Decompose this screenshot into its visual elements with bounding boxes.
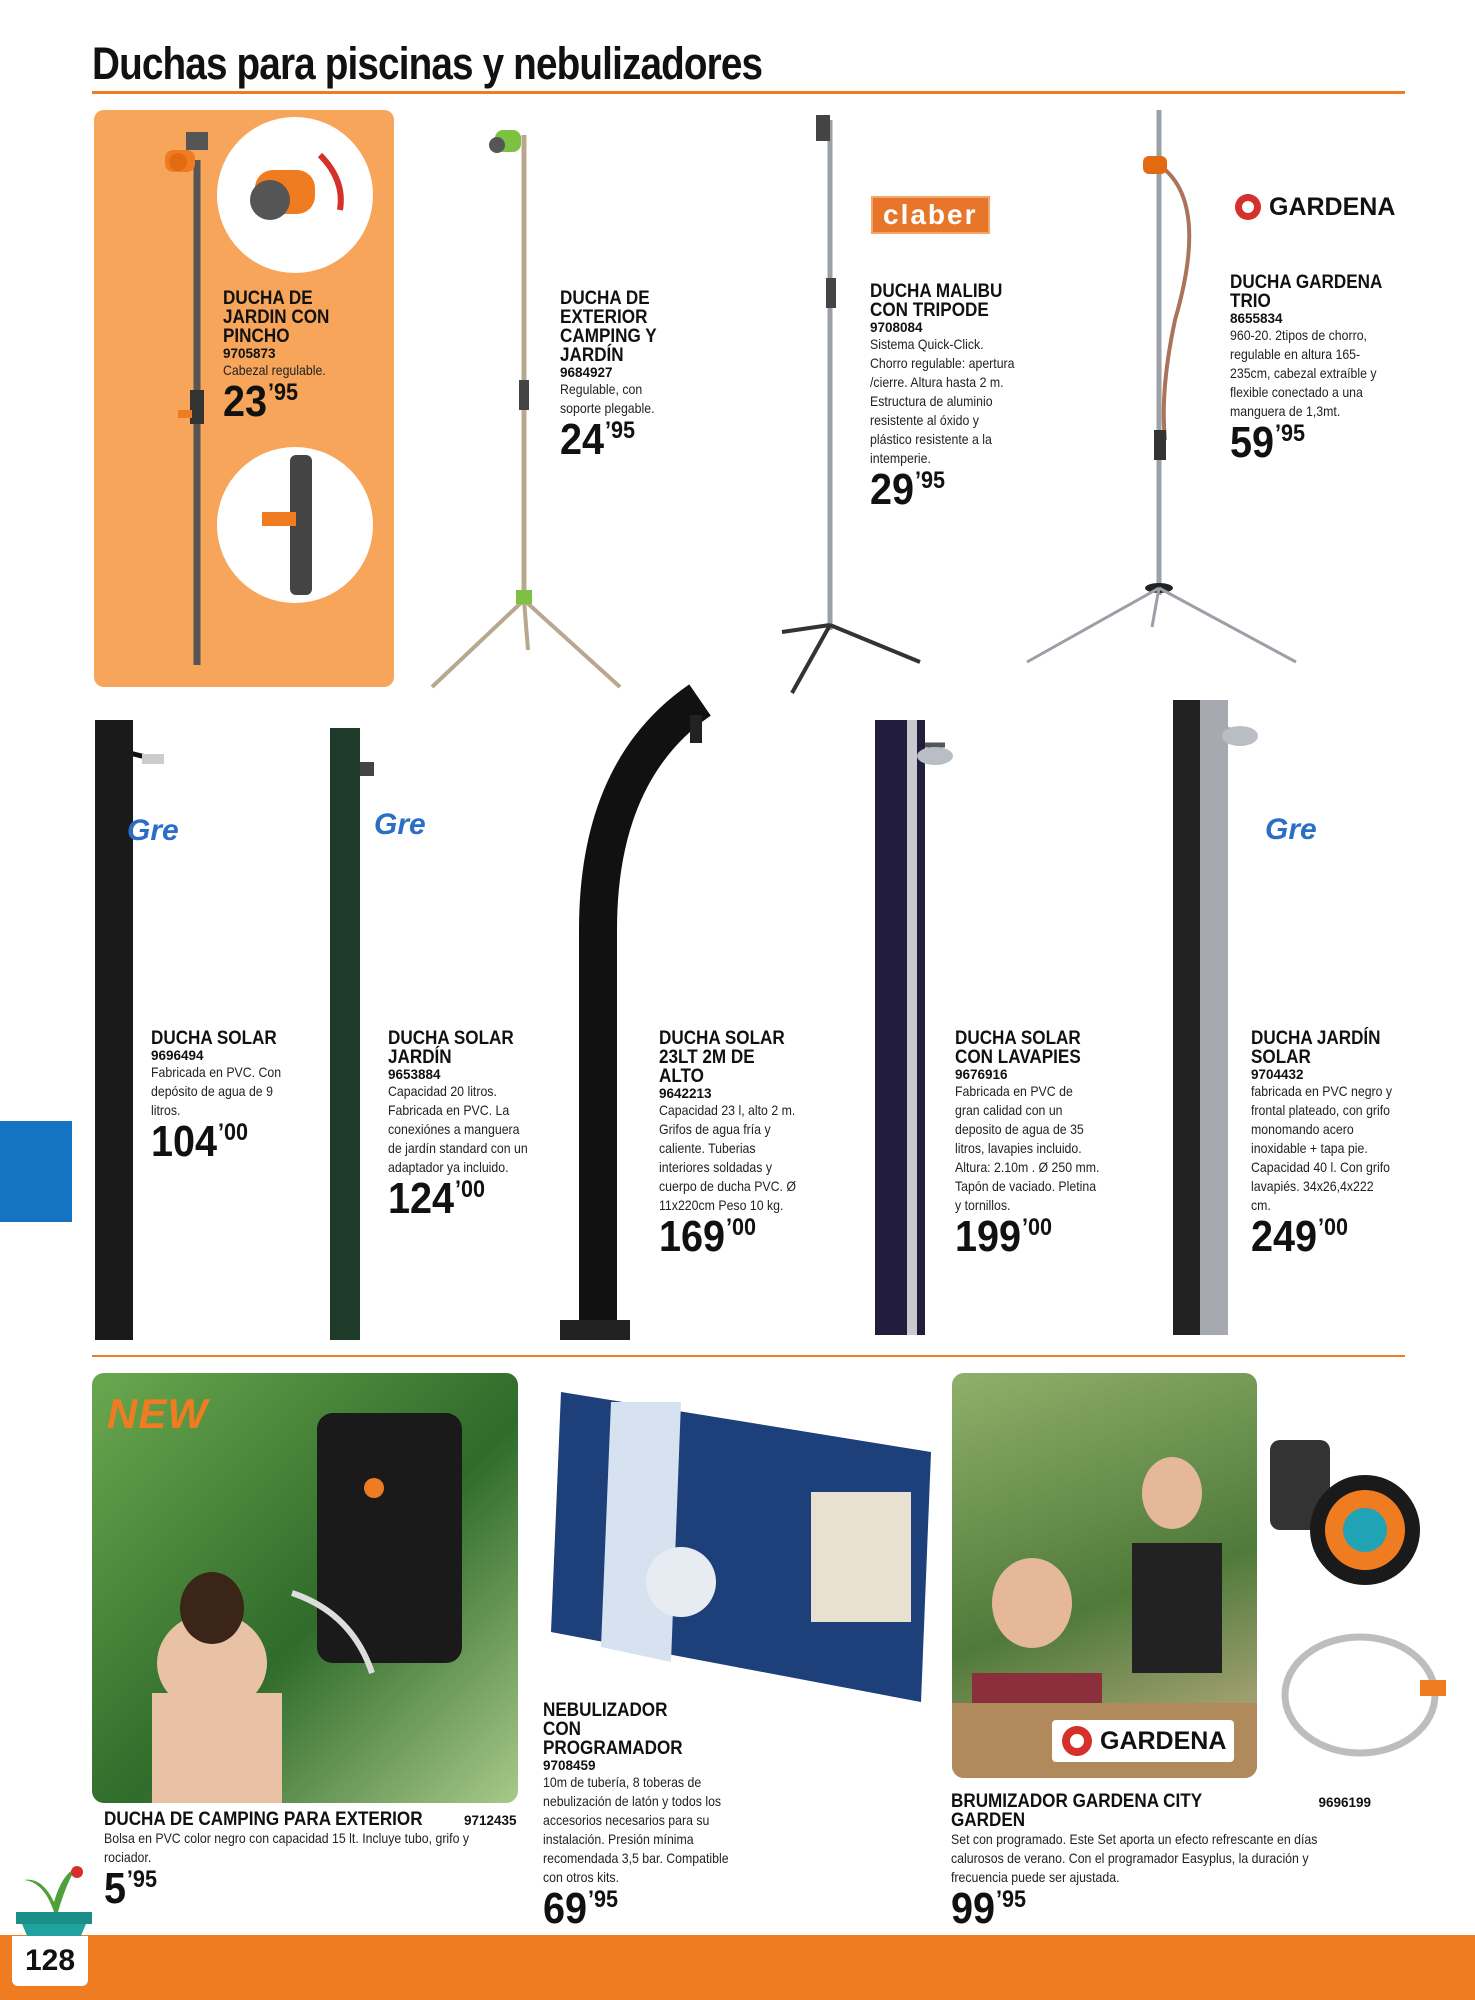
- product-price: [955, 1212, 1104, 1261]
- product-description: Cabezal regulable.: [223, 362, 326, 378]
- price-integer: 23: [223, 377, 268, 426]
- gre-logo: Gre: [127, 814, 179, 847]
- price-decimal: ’00: [217, 1119, 249, 1146]
- price-decimal: ’95: [267, 379, 298, 406]
- product-description: Bolsa en PVC color negro con capacidad 15 lt. Incluye tubo, grifo y rociador.: [104, 1830, 470, 1865]
- plant-pot-icon: [14, 1862, 94, 1938]
- product-name: DUCHA SOLAR CON LAVAPIES: [955, 1028, 1081, 1068]
- section-divider: [92, 1355, 1405, 1357]
- product-price: [870, 465, 1028, 514]
- product-price: [543, 1884, 723, 1933]
- product-name: DUCHA JARDÍN SOLAR: [1251, 1028, 1381, 1068]
- price-integer: 199: [955, 1212, 1022, 1261]
- product-price: [951, 1884, 1329, 1933]
- price-integer: 99: [951, 1884, 996, 1933]
- gre-logo: Gre: [1265, 813, 1317, 846]
- product-name: NEBULIZADOR CON PROGRAMADOR: [543, 1700, 683, 1759]
- product-description: Capacidad 23 l, alto 2 m. Grifos de agua fría y caliente. Tuberias interiores soldadas y cuerpo de ducha PVC. Ø 11x220cm Peso 10 kg.: [659, 1102, 796, 1213]
- gre-logo: Gre: [374, 808, 426, 841]
- nebulizer-box-photo: [551, 1382, 931, 1712]
- price-integer: 24: [560, 415, 605, 464]
- product-name: DUCHA DE EXTERIOR CAMPING Y JARDÍN: [560, 288, 657, 366]
- product-price: [659, 1212, 803, 1261]
- product-description: 10m de tubería, 8 toberas de nebulización de latón y todos los accesorios necesarios para su instalación. Presión mínima recomendada 3,5 bar. Compatible con otros kits.: [543, 1774, 729, 1885]
- product-code: 9705873: [223, 346, 276, 361]
- product-code: 8655834: [1230, 311, 1283, 326]
- price-integer: 5: [104, 1864, 127, 1913]
- product-card[interactable]: [659, 1029, 819, 1259]
- price-integer: 69: [543, 1884, 588, 1933]
- claber-logo: claber: [871, 196, 990, 234]
- product-description: Capacidad 20 litros. Fabricada en PVC. La conexiónes a manguera de jardín standard con un adaptador ya incluido.: [388, 1083, 528, 1175]
- price-decimal: ’95: [1274, 420, 1305, 447]
- product-card[interactable]: [560, 289, 700, 462]
- gardena-logo: [1233, 192, 1395, 222]
- price-integer: 124: [388, 1174, 455, 1223]
- shower-head-icon: [165, 132, 208, 665]
- product-description: Fabricada en PVC de gran calidad con un deposito de agua de 35 litros, lavapies incluido. Altura: 2.10m . Ø 250 mm. Tapón de vaciado. Pletina y tornillos.: [955, 1083, 1100, 1213]
- product-card[interactable]: [955, 1029, 1120, 1259]
- product-price: [104, 1864, 482, 1913]
- product-card[interactable]: [543, 1701, 743, 1931]
- product-card[interactable]: [1251, 1029, 1416, 1259]
- price-decimal: ’95: [914, 467, 945, 494]
- product-card[interactable]: [223, 289, 393, 424]
- solar-shower-icon: [875, 720, 953, 1335]
- product-description: fabricada en PVC negro y frontal plateado, con grifo monomando acero inoxidable + tapa pie. Capacidad 40 l. Con grifo lavapiés. 34x26,4x222 cm.: [1251, 1083, 1393, 1213]
- product-card[interactable]: [1230, 273, 1415, 465]
- gardena-logo: [1052, 1720, 1234, 1762]
- product-name: DUCHA DE CAMPING PARA EXTERIOR: [104, 1809, 423, 1830]
- product-code: 9653884: [388, 1067, 441, 1082]
- timer-and-hose: [1260, 1420, 1460, 1790]
- product-card[interactable]: [951, 1792, 1371, 1931]
- new-badge: NEW: [107, 1390, 208, 1437]
- product-code: 9642213: [659, 1086, 712, 1101]
- product-code: 9684927: [560, 365, 613, 380]
- product-card[interactable]: [388, 1029, 553, 1221]
- solar-shower-icon: [330, 728, 374, 1340]
- product-code: 9712435: [463, 1813, 517, 1828]
- section-tab[interactable]: [0, 1121, 72, 1222]
- gardena-flower-icon: [1233, 192, 1263, 222]
- price-integer: 104: [151, 1117, 218, 1166]
- price-decimal: ’00: [1021, 1214, 1053, 1241]
- price-decimal: ’00: [454, 1176, 486, 1203]
- product-code: 9696494: [151, 1048, 204, 1063]
- product-name: DUCHA GARDENA TRIO: [1230, 272, 1383, 312]
- product-price: [1230, 418, 1397, 467]
- price-decimal: ’95: [995, 1886, 1026, 1913]
- price-integer: 59: [1230, 418, 1275, 467]
- product-price: [388, 1174, 537, 1223]
- product-price: [223, 377, 376, 426]
- product-name: DUCHA SOLAR JARDÍN: [388, 1028, 514, 1068]
- product-price: [151, 1117, 286, 1166]
- product-description: 960-20. 2tipos de chorro, regulable en altura 165-235cm, cabezal extraíble y flexible conectado a una manguera de 1,3mt.: [1230, 327, 1377, 419]
- page-number: 128: [12, 1936, 88, 1986]
- gardena-city-garden-photo: [952, 1373, 1257, 1778]
- price-decimal: ’00: [725, 1214, 757, 1241]
- product-description: Sistema Quick-Click. Chorro regulable: apertura /cierre. Altura hasta 2 m. Estructura de aluminio resistente al óxido y plástico resistente a la intemperie.: [870, 336, 1015, 466]
- price-integer: 29: [870, 465, 915, 514]
- product-name: DUCHA MALIBU CON TRIPODE: [870, 281, 1003, 321]
- product-code: 9696199: [1318, 1795, 1371, 1810]
- price-decimal: ’00: [1317, 1214, 1349, 1241]
- product-code: 9708084: [870, 320, 923, 335]
- product-code: 9676916: [955, 1067, 1008, 1082]
- solar-shower-icon: [1173, 700, 1258, 1335]
- product-card[interactable]: [104, 1810, 524, 1911]
- price-decimal: ’95: [604, 417, 635, 444]
- price-integer: 169: [659, 1212, 726, 1261]
- product-card[interactable]: [151, 1029, 301, 1164]
- product-name: BRUMIZADOR GARDENA CITY GARDEN: [951, 1791, 1202, 1831]
- product-code: 9708459: [543, 1758, 596, 1773]
- product-name: DUCHA DE JARDIN CON PINCHO: [223, 288, 330, 347]
- product-description: Regulable, con soporte plegable.: [560, 381, 655, 416]
- price-integer: 249: [1251, 1212, 1318, 1261]
- price-decimal: ’95: [587, 1886, 618, 1913]
- product-description: Set con programado. Este Set aporta un efecto refrescante en días calurosos de verano. Con el programador Easyplus, la duración y frecuencia puede ser ajustada.: [951, 1831, 1318, 1885]
- product-name: DUCHA SOLAR: [151, 1028, 277, 1049]
- footer-bar: [0, 1935, 1475, 2000]
- page-title: Duchas para piscinas y nebulizadores: [92, 38, 763, 89]
- gardena-logo-text: GARDENA: [1100, 1726, 1227, 1755]
- product-description: Fabricada en PVC. Con depósito de agua de 9 litros.: [151, 1064, 282, 1118]
- price-decimal: ’95: [126, 1866, 157, 1893]
- product-card[interactable]: [870, 282, 1045, 512]
- gardena-flower-icon: [1060, 1724, 1094, 1758]
- product-price: [1251, 1212, 1400, 1261]
- product-name: DUCHA SOLAR 23LT 2M DE ALTO: [659, 1028, 785, 1087]
- product-code: 9704432: [1251, 1067, 1304, 1082]
- gardena-logo-text: GARDENA: [1269, 192, 1396, 221]
- product-price: [560, 415, 686, 464]
